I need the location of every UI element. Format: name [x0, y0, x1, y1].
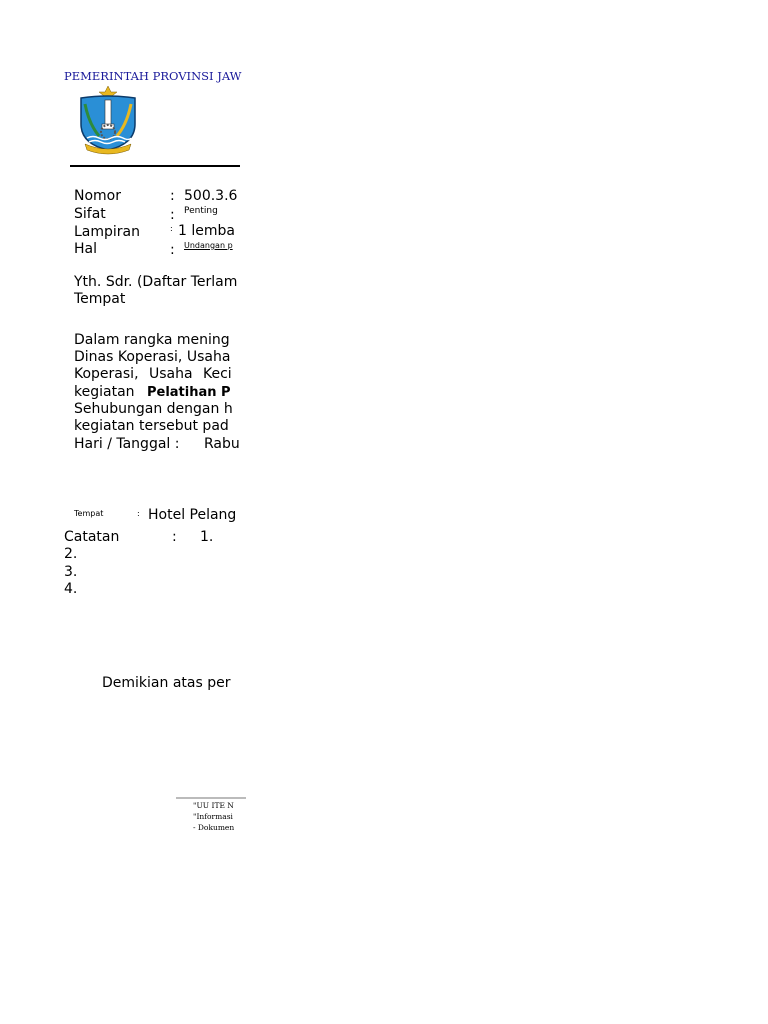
footer-line-2: "Informasi [193, 812, 233, 821]
footer-line-3: - Dokumen [193, 823, 235, 832]
body-line-3 [74, 366, 254, 383]
recipient-place: Tempat [74, 291, 126, 307]
footer-rule [176, 797, 246, 799]
venue-label: Tempat [74, 509, 104, 518]
body-line-5: Sehubungan dengan h [74, 401, 233, 417]
note-4: 4. [64, 581, 78, 597]
sifat-separator: : [170, 207, 175, 223]
footer-line-1: "UU ITE N [193, 801, 234, 810]
note-3: 3. [64, 564, 78, 580]
body-line-4-a: kegiatan [74, 384, 135, 400]
sifat-label: Sifat [74, 206, 106, 222]
sifat-value: Penting [184, 206, 218, 216]
date-value: Rabu [204, 436, 240, 452]
document-page [0, 0, 242, 1024]
closing-line: Demikian atas per [102, 675, 231, 691]
body-line-1: Dalam rangka mening [74, 332, 230, 348]
date-label: Hari / Tanggal : [74, 436, 180, 452]
note-1: 1. [200, 529, 214, 545]
body-line-3-a: Koperasi, [74, 366, 139, 382]
hal-value: Undangan p [184, 241, 233, 250]
lampiran-separator: : [170, 224, 173, 233]
body-line-6: kegiatan tersebut pad [74, 418, 229, 434]
agency-header: PEMERINTAH PROVINSI JAW [64, 69, 242, 83]
province-emblem-logo [75, 84, 141, 154]
venue-value: Hotel Pelang [148, 507, 237, 523]
body-line-3-b: Usaha [148, 366, 193, 382]
lampiran-label: Lampiran [74, 224, 141, 240]
venue-separator: : [137, 509, 140, 518]
note-2: 2. [64, 546, 78, 562]
nomor-separator: : [170, 188, 175, 204]
hal-separator: : [170, 242, 175, 258]
nomor-value: 500.3.6 [184, 188, 238, 204]
hal-label: Hal [74, 241, 97, 257]
lampiran-value: 1 lemba [178, 223, 235, 239]
notes-label: Catatan [64, 529, 120, 545]
recipient-line: Yth. Sdr. (Daftar Terlam [74, 274, 238, 290]
body-line-3-c: Keci [203, 366, 232, 382]
notes-separator: : [172, 529, 177, 545]
event-name: Pelatihan P [146, 385, 231, 400]
nomor-label: Nomor [74, 188, 121, 204]
body-line-2: Dinas Koperasi, Usaha [74, 349, 231, 365]
header-rule [70, 165, 240, 167]
body-line-4 [74, 384, 231, 401]
